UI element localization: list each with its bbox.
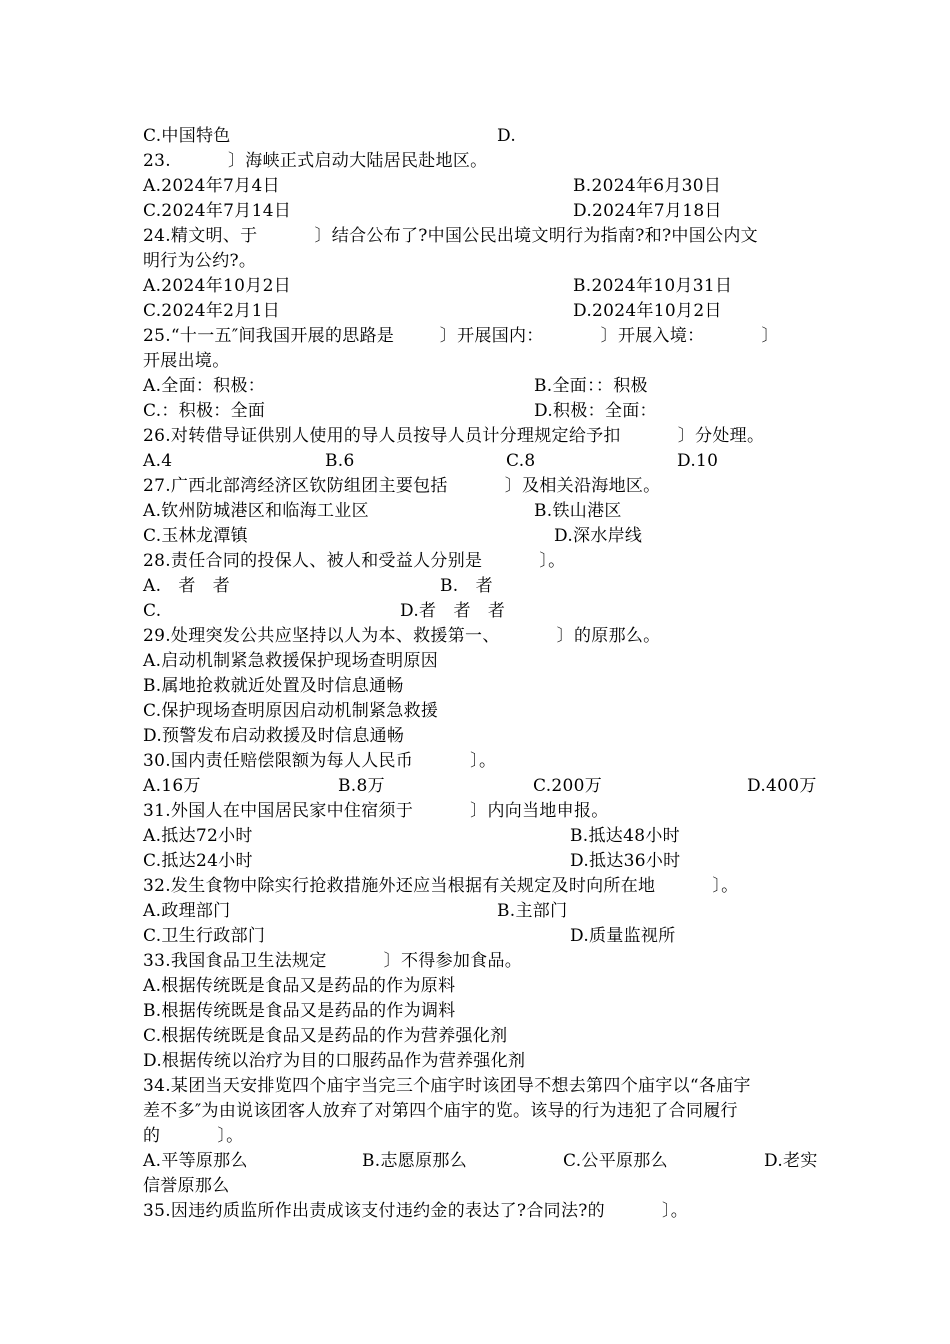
text-line: 26.对转借导证供别人使用的导人员按导人员计分理规定给予扣 〕分处理。 bbox=[143, 426, 765, 446]
text-line: A.根据传统既是食品又是药品的作为原料 bbox=[143, 976, 456, 996]
text-line: B.抵达48小时 bbox=[570, 826, 680, 846]
text-line: D.2024年7月18日 bbox=[573, 201, 722, 221]
text-line: 的 〕。 bbox=[143, 1126, 244, 1146]
text-line: B. 者 bbox=[440, 576, 493, 596]
text-line: C.2024年2月1日 bbox=[143, 301, 281, 321]
text-line: 32.发生食物中除实行抢救措施外还应当根据有关规定及时向所在地 〕。 bbox=[143, 876, 739, 896]
text-line: A.政理部门 bbox=[143, 901, 231, 921]
text-line: 25.“十一五″间我国开展的思路是 〕开展国内： 〕开展入境： 〕 bbox=[143, 326, 779, 346]
text-line: 27.广西北部湾经济区钦防组团主要包括 〕及相关沿海地区。 bbox=[143, 476, 661, 496]
text-line: A.4 bbox=[143, 451, 173, 471]
text-line: A.2024年10月2日 bbox=[143, 276, 291, 296]
text-line: C.200万 bbox=[533, 776, 603, 796]
text-line: B.6 bbox=[325, 451, 355, 471]
text-line: 23. 〕海峡正式启动大陆居民赴地区。 bbox=[143, 151, 488, 171]
text-line: A.启动机制紧急救援保护现场查明原因 bbox=[143, 651, 439, 671]
text-line: 29.处理突发公共应坚持以人为本、救援第一、 〕的原那么。 bbox=[143, 626, 661, 646]
text-line: C.2024年7月14日 bbox=[143, 201, 292, 221]
text-line: D.抵达36小时 bbox=[570, 851, 681, 871]
text-line: D.积极：全面： bbox=[534, 401, 657, 421]
text-line: C.根据传统既是食品又是药品的作为营养强化剂 bbox=[143, 1026, 508, 1046]
text-line: C.抵达24小时 bbox=[143, 851, 253, 871]
text-line: 差不多″为由说该团客人放弃了对第四个庙宇的览。该导的行为违犯了合同履行 bbox=[143, 1101, 738, 1121]
text-line: D.10 bbox=[677, 451, 719, 471]
text-line: B.主部门 bbox=[497, 901, 568, 921]
text-line: D.老实 bbox=[764, 1151, 818, 1171]
text-line: D.深水岸线 bbox=[554, 526, 643, 546]
text-line: C.中国特色 bbox=[143, 126, 231, 146]
text-line: C.玉林龙潭镇 bbox=[143, 526, 248, 546]
text-line: B.2024年10月31日 bbox=[573, 276, 733, 296]
text-line: A.抵达72小时 bbox=[143, 826, 253, 846]
text-line: 28.责任合同的投保人、被人和受益人分别是 〕。 bbox=[143, 551, 566, 571]
text-line: B.全面：：积极 bbox=[534, 376, 648, 396]
text-line: 35.因违约质监所作出责成该支付违约金的表达了?合同法?的 〕。 bbox=[143, 1201, 689, 1221]
text-line: 30.国内责任赔偿限额为每人人民币 〕。 bbox=[143, 751, 497, 771]
text-line: D.质量监视所 bbox=[570, 926, 676, 946]
text-line: A.2024年7月4日 bbox=[143, 176, 280, 196]
text-line: C.8 bbox=[506, 451, 536, 471]
text-line: D.根据传统以治疗为目的口服药品作为营养强化剂 bbox=[143, 1051, 526, 1071]
text-line: D.2024年10月2日 bbox=[573, 301, 722, 321]
text-line: A.16万 bbox=[143, 776, 201, 796]
text-line: 开展出境。 bbox=[143, 351, 230, 371]
text-line: A.全面：积极： bbox=[143, 376, 266, 396]
text-line: B.属地抢救就近处置及时信息通畅 bbox=[143, 676, 404, 696]
text-line: D. bbox=[497, 126, 517, 146]
text-line: A.平等原那么 bbox=[143, 1151, 248, 1171]
text-line: C.公平原那么 bbox=[563, 1151, 668, 1171]
text-line: 31.外国人在中国居民家中住宿须于 〕内向当地申报。 bbox=[143, 801, 609, 821]
text-line: B.根据传统既是食品又是药品的作为调料 bbox=[143, 1001, 456, 1021]
text-line: 24.精文明、于 〕结合公布了?中国公民出境文明行为指南?和?中国公内文 bbox=[143, 226, 758, 246]
text-line: C.：积极：全面 bbox=[143, 401, 266, 421]
text-line: D.者 者 者 bbox=[400, 601, 506, 621]
text-line: 34.某团当天安排览四个庙宇当完三个庙宇时该团导不想去第四个庙宇以“各庙宇 bbox=[143, 1076, 751, 1096]
text-line: D.预警发布启动救援及时信息通畅 bbox=[143, 726, 405, 746]
text-line: B.铁山港区 bbox=[534, 501, 622, 521]
text-line: A.钦州防城港区和临海工业区 bbox=[143, 501, 369, 521]
text-line: C. bbox=[143, 601, 162, 621]
text-line: 信誉原那么 bbox=[143, 1176, 230, 1196]
text-line: 33.我国食品卫生法规定 〕不得参加食品。 bbox=[143, 951, 523, 971]
text-line: B.2024年6月30日 bbox=[573, 176, 722, 196]
text-line: B.8万 bbox=[338, 776, 385, 796]
text-line: D.400万 bbox=[747, 776, 817, 796]
text-line: C.卫生行政部门 bbox=[143, 926, 266, 946]
text-line: 明行为公约?。 bbox=[143, 251, 257, 271]
text-line: A. 者 者 bbox=[143, 576, 231, 596]
text-line: C.保护现场查明原因启动机制紧急救援 bbox=[143, 701, 439, 721]
text-line: B.志愿原那么 bbox=[362, 1151, 467, 1171]
